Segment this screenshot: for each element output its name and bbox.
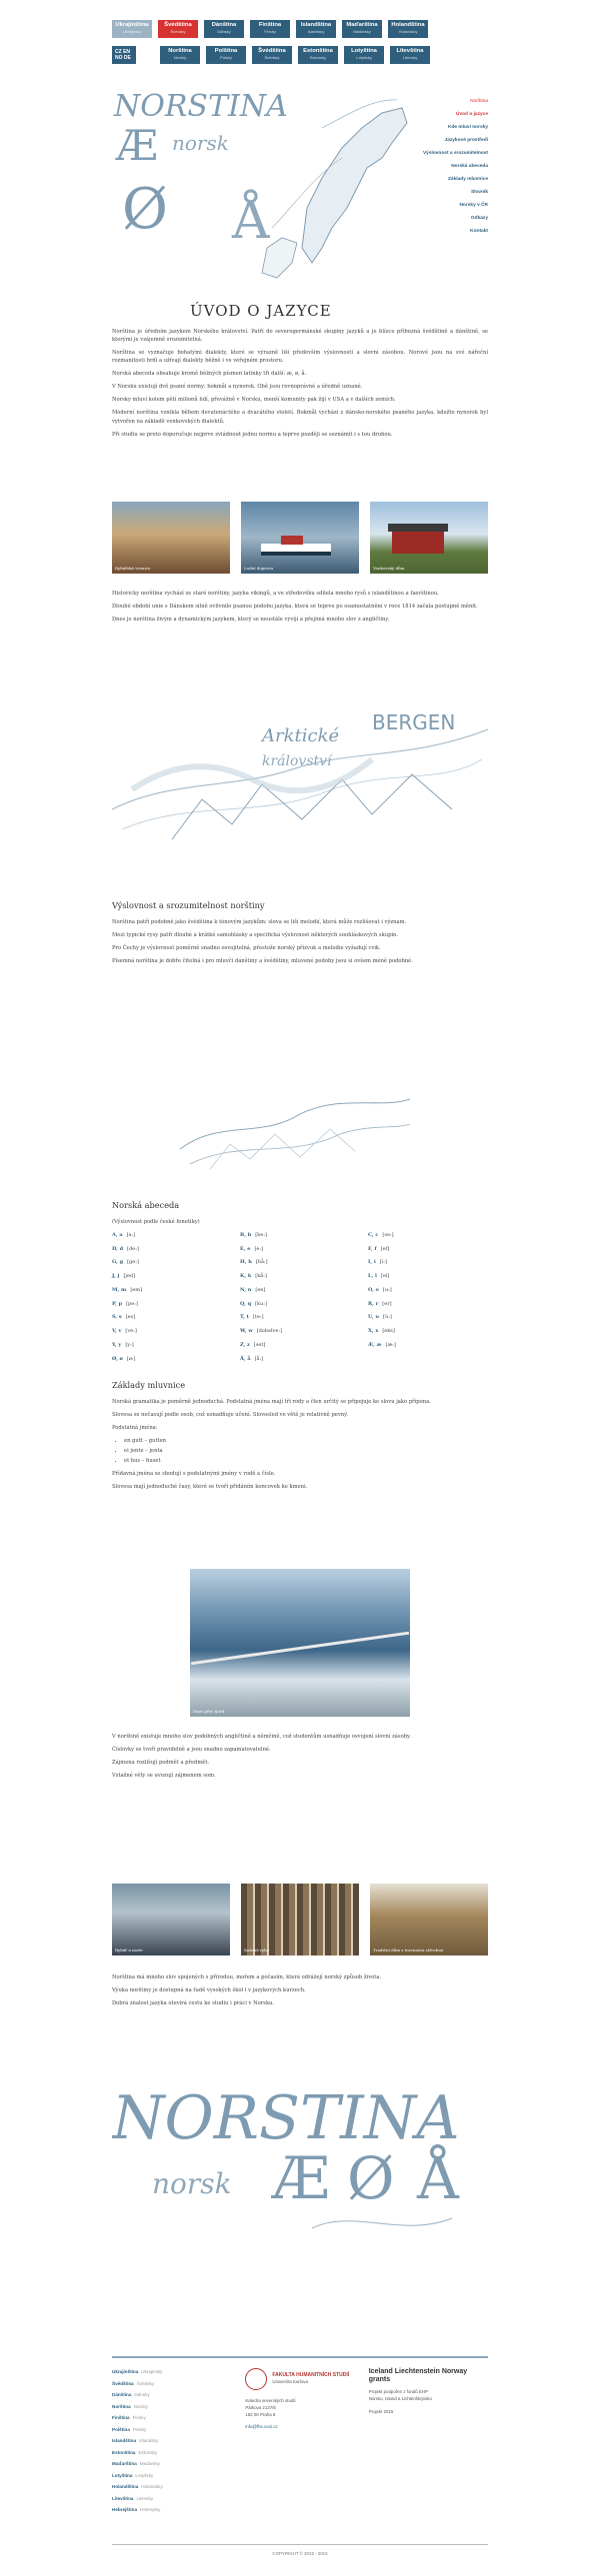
footer-nav-item-8[interactable] — [112, 2460, 231, 2467]
intro-paragraph-2: Norská abeceda obsahuje kromě běžných písmen latinky tři další: æ, ø, å. — [112, 371, 307, 378]
history-paragraph-2: Dnes je norština živým a dynamickým jazykem, který se neustále vyvíjí a přejímá mnoho slov z angličtiny. — [112, 617, 390, 624]
nav-tab-subtitle: Finsky — [264, 28, 276, 34]
letter-pronunciation: [ku:] — [255, 1300, 267, 1307]
alphabet-letter — [368, 1246, 488, 1254]
pronunciation-paragraph-1: Mezi typické rysy patří dlouhé a krátké samohlásky a specifická výslovnost některých souhláskových skupin. — [112, 931, 399, 938]
nav-tab-2-1[interactable] — [206, 46, 246, 64]
nav-tab-subtitle: Lotyšsky — [356, 54, 372, 60]
footer-nav-title: Maďarština — [112, 2461, 137, 2466]
photo-row-1 — [112, 502, 488, 574]
letter-pronunciation: [se:] — [382, 1231, 394, 1238]
nav-tab-subtitle: Estonsky — [309, 54, 327, 60]
nav-tab-title: Estonština — [303, 48, 333, 54]
nav-tab-subtitle: Litevsky — [402, 54, 418, 60]
letter-pronunciation: [ü:] — [383, 1314, 392, 1321]
side-menu-item-5[interactable]: Norská abeceda — [451, 164, 488, 170]
side-menu-item-7[interactable]: Slovník — [470, 190, 488, 196]
alphabet-letter — [368, 1232, 488, 1240]
letter-pronunciation: [i:] — [379, 1259, 387, 1266]
grammar3-paragraph-3: Vztažné věty se uvozují zájmenem som. — [112, 1773, 216, 1780]
pronunciation-paragraph-3: Písemná norština je dobře čitelná i pro mluvčí dánštiny a švédštiny, mluvené podoby jsou si ovšem méně podobné. — [112, 957, 413, 964]
closing-text — [112, 1973, 488, 2012]
letter: B, b — [240, 1231, 252, 1238]
partner-logo-text: Iceland Liechtenstein Norway grants — [368, 2368, 468, 2383]
nav-tab-2-3[interactable] — [298, 46, 338, 64]
alphabet-letter — [112, 1328, 232, 1336]
letter: Y, y — [112, 1341, 122, 1348]
sketch-label-bergen: BERGEN — [372, 710, 456, 734]
footer-nav-item-4[interactable] — [112, 2414, 231, 2421]
nav-tab-subtitle: Islandsky — [307, 28, 325, 34]
alphabet-letter — [112, 1273, 232, 1281]
intro-paragraph-6: Při studiu se proto doporučuje nejprve zvládnout jednu normu a teprve později se seznámit i s tou druhou. — [112, 431, 393, 438]
footer-nav-item-3[interactable] — [112, 2403, 231, 2410]
footer-nav-item-12[interactable] — [112, 2506, 231, 2513]
footer-nav-title: Dánština — [112, 2392, 132, 2397]
grammar-example-0: • en gutt – gutten — [124, 1437, 488, 1445]
nav-tab-title: Polština — [214, 48, 238, 54]
footer-nav-item-6[interactable] — [112, 2437, 231, 2444]
history-paragraph-1: Dlouhé období unie s Dánskem silně ovlivnilo psanou podobu jazyka, která se teprve po osamostatnění v roce 1814 začala postupně měnit. — [112, 604, 478, 611]
footer-nav-title: Islandština — [112, 2438, 136, 2443]
footer-nav-title: Norština — [112, 2403, 131, 2409]
nav-tab-title: Lotyština — [351, 48, 377, 54]
nav-row-2 — [112, 46, 488, 64]
letter-pronunciation: [kå:] — [255, 1273, 267, 1280]
nav-tab-subtitle: Švédsky — [170, 28, 186, 34]
footer-nav-title: Polština — [112, 2426, 130, 2432]
nav-tab-subtitle: Holandsky — [398, 28, 418, 34]
closing-paragraph-0: Norština má mnoho slov spojených s přírodou, mořem a počasím, která odrážejí norský způsob života. — [112, 1974, 382, 1980]
photo-ship: Lodní doprava — [241, 502, 359, 574]
nav-tab-subtitle: Švédsky — [264, 54, 280, 60]
bottom-logo-illustration — [112, 2078, 488, 2248]
partner-year: Projekt 2015 — [368, 2409, 394, 2415]
nav-tab-1-2[interactable] — [204, 20, 244, 38]
grammar-section — [112, 1379, 488, 1496]
letter: N, n — [240, 1286, 252, 1293]
side-menu-item-1[interactable]: Úvod o jazyce — [456, 112, 488, 118]
alphabet-letter — [240, 1246, 360, 1254]
letter-pronunciation: [ge:] — [127, 1259, 139, 1266]
letter: Z, z — [240, 1341, 250, 1348]
nav-tab-1-1[interactable] — [158, 20, 198, 38]
nav-row-2-tabs — [160, 46, 430, 64]
photo-red-house: Venkovský dům — [370, 502, 488, 574]
side-menu-item-9[interactable]: Odkazy — [470, 216, 488, 222]
language-switch[interactable] — [112, 46, 136, 64]
photo-dried-fish: Sušené ryby — [241, 1884, 359, 1955]
footer-nav-subtitle: Maďarsky — [139, 2461, 160, 2466]
footer-faculty — [245, 2368, 354, 2518]
nav-tab-1-3[interactable] — [250, 20, 290, 38]
footer-navigation — [112, 2368, 231, 2518]
footer-nav-title: Holandština — [112, 2484, 139, 2489]
intro-text — [112, 328, 488, 444]
footer-nav-subtitle: Norsky — [133, 2403, 148, 2409]
letter-pronunciation: [el] — [380, 1273, 390, 1280]
letter: T, t — [240, 1314, 249, 1321]
footer-nav-title: Švédština — [112, 2380, 134, 2386]
letter: G, g — [112, 1259, 124, 1266]
footer-nav-subtitle: Islandsky — [139, 2438, 159, 2443]
letter: W, w — [240, 1328, 253, 1335]
logo-norsk: norsk — [152, 2167, 232, 2200]
photo-fishing-village: Rybářská vesnice — [112, 502, 230, 574]
alphabet-subtitle: (Výslovnost podle české fonetiky) — [112, 1218, 200, 1225]
alphabet-letter — [240, 1342, 360, 1350]
letter: I, i — [368, 1259, 376, 1266]
letter-pronunciation: [ve:] — [125, 1328, 137, 1335]
pronunciation-paragraph-2: Pro Čechy je výslovnost poměrně snadno osvojitelná, přestože norský přízvuk a melodie vyžadují cvik. — [112, 944, 381, 951]
footer-nav-item-7[interactable] — [112, 2449, 231, 2456]
hero-aa: Å — [232, 191, 270, 251]
footer-nav-item-2[interactable] — [112, 2391, 231, 2398]
letter-pronunciation: [e:] — [254, 1245, 264, 1252]
letter-pronunciation: [å:] — [254, 1355, 264, 1362]
letter-pronunciation: [es] — [125, 1314, 136, 1321]
lang-de[interactable]: DE — [123, 55, 131, 61]
nav-tab-title: Maďarština — [346, 22, 378, 28]
letter: O, o — [368, 1286, 379, 1293]
alphabet-letter — [112, 1301, 232, 1309]
nav-tab-title: Norština — [168, 48, 192, 54]
footer-nav-subtitle: Ukrajinsky — [141, 2369, 163, 2374]
letter: R, r — [368, 1300, 379, 1307]
closing-paragraph-2: Dobrá znalost jazyka otevírá cestu ke studiu i práci v Norsku. — [112, 2000, 275, 2007]
history-text — [112, 590, 488, 629]
footer-nav-item-0[interactable] — [112, 2368, 231, 2375]
footer-nav-item-1[interactable] — [112, 2380, 231, 2387]
alphabet-letter — [240, 1287, 360, 1295]
faculty-email-link[interactable]: info@fhs.cuni.cz — [245, 2424, 278, 2430]
letter-pronunciation: [en] — [255, 1286, 266, 1293]
partner-line-1: Norsko, Island a Lichtenštejnsko — [368, 2396, 432, 2402]
sketch-label-2: království — [262, 753, 332, 769]
nav-tab-2-2[interactable] — [252, 46, 292, 64]
alphabet-letter — [368, 1273, 488, 1281]
footer-nav-subtitle: Litevsky — [136, 2495, 154, 2501]
history-paragraph-0: Historicky norština vychází ze staré norštiny, jazyka vikingů, a ve středověku sdílela mnoho rysů s islandštinou a faerštinou. — [112, 591, 439, 597]
faculty-name: FAKULTA HUMANITNÍCH STUDIÍ — [272, 2371, 350, 2378]
letter: Ø, ø — [112, 1355, 123, 1362]
page-title: ÚVOD O JAZYCE — [190, 302, 332, 320]
footer-nav-subtitle: Dánsky — [134, 2392, 150, 2397]
letter-pronunciation: [u:] — [382, 1286, 392, 1293]
alphabet-letter — [240, 1301, 360, 1309]
footer-nav-title: Litevština — [112, 2495, 134, 2501]
partner-line-0: Projekt podpořen z fondů EHP — [368, 2389, 428, 2395]
nav-tab-title: Finština — [258, 22, 282, 28]
letter: L, l — [368, 1273, 377, 1280]
letter: H, h — [240, 1259, 252, 1266]
nav-tab-subtitle: Ukrajinsky — [122, 28, 142, 34]
nav-tab-title: Islandština — [300, 22, 332, 28]
nav-tab-title: Švédština — [164, 22, 192, 28]
grammar-example-2: • et hus – huset — [124, 1457, 488, 1465]
alphabet-letter — [240, 1314, 360, 1322]
logo-o: Ø — [347, 2144, 395, 2212]
letter: X, x — [368, 1328, 379, 1335]
letter: A, a — [112, 1231, 123, 1238]
logo-norstina: NORSTINA — [112, 2083, 460, 2153]
logo-ae: Æ — [272, 2144, 331, 2212]
alphabet-letter — [112, 1246, 232, 1254]
alphabet-letter — [112, 1356, 232, 1364]
footer-nav-item-11[interactable] — [112, 2495, 231, 2502]
hero-norstina: NORSTINA — [114, 89, 288, 124]
footer-nav-title: Hebrejština — [112, 2507, 138, 2512]
letter-pronunciation: [be:] — [255, 1231, 267, 1238]
alphabet-letter — [368, 1328, 488, 1336]
grammar-paragraph-0: Norská gramatika je poměrně jednoduchá. Podstatná jména mají tři rody a člen určitý se připojuje ke slovu jako přípona. — [112, 1398, 431, 1405]
faculty-address-line-0: Katedra severských studií — [245, 2398, 296, 2403]
letter-pronunciation: [er] — [382, 1300, 392, 1307]
grammar2-paragraph-0: Přídavná jména se shodují s podstatnými jmény v rodě a čísle. — [112, 1471, 276, 1478]
logo-aa: Å — [417, 2144, 459, 2212]
hero-norsk: norsk — [172, 131, 229, 155]
side-menu-item-6[interactable]: Základy mluvnice — [448, 177, 488, 183]
letter-pronunciation: [te:] — [252, 1314, 264, 1321]
university-seal-icon — [245, 2368, 267, 2390]
letter-pronunciation: [pe:] — [126, 1300, 138, 1307]
nav-tab-2-0[interactable] — [160, 46, 200, 64]
nav-tab-1-5[interactable] — [342, 20, 382, 38]
grammar3-paragraph-0: V norštině existuje mnoho slov podobných angličtině a němčině, což studentům usnadňuje osvojení slovní zásoby. — [112, 1734, 411, 1740]
letter: K, k — [240, 1273, 252, 1280]
lang-en[interactable]: EN — [123, 49, 131, 55]
letter: U, u — [368, 1314, 380, 1321]
grammar-heading: Základy mluvnice — [112, 1380, 186, 1390]
alphabet-letter — [368, 1314, 488, 1322]
arctic-sketch-illustration — [112, 689, 488, 849]
letter-pronunciation: [ef] — [380, 1245, 390, 1252]
side-menu — [405, 98, 488, 241]
letter-pronunciation: [jed] — [123, 1273, 136, 1280]
letter-pronunciation: [hå:] — [255, 1259, 268, 1266]
lang-cz[interactable]: CZ — [115, 49, 122, 55]
alphabet-heading: Norská abeceda — [112, 1200, 180, 1210]
letter-pronunciation: [a:] — [126, 1231, 136, 1238]
intro-paragraph-3: V Norsku existují dvě psané normy: bokmål a nynorsk. Obě jsou rovnoprávné a úředně uznané. — [112, 384, 363, 391]
alphabet-letter — [240, 1259, 360, 1267]
letter: Q, q — [240, 1300, 252, 1307]
letter-pronunciation: [set] — [253, 1341, 266, 1348]
footer-nav-subtitle: Holandsky — [141, 2484, 163, 2489]
grammar3-paragraph-1: Číslovky se tvoří pravidelně a jsou snadno zapamatovatelné. — [112, 1747, 271, 1754]
letter: E, e — [240, 1245, 251, 1252]
letter: V, v — [112, 1328, 122, 1335]
nav-tab-2-4[interactable] — [344, 46, 384, 64]
nav-tab-title: Dánština — [211, 22, 237, 28]
grammar2-paragraph-1: Slovesa mají jednoduché časy, které se tvoří přidáním koncovek ke kmeni. — [112, 1484, 308, 1491]
faculty-address-line-2: 182 00 Praha 8 — [245, 2411, 276, 2417]
copyright: COPYRIGHT © 2015 - 2016 — [112, 2544, 488, 2558]
footer-nav-title: Finština — [112, 2415, 130, 2420]
nav-tab-subtitle: Polsky — [220, 54, 232, 60]
alphabet-letter — [240, 1273, 360, 1281]
side-menu-item-8[interactable]: Norsky v ČR — [459, 203, 488, 209]
letter-pronunciation: [em] — [130, 1286, 142, 1293]
grammar3-paragraph-2: Zájmena rozlišují podmět a předmět. — [112, 1760, 210, 1767]
landscape-sketch-illustration — [180, 1079, 410, 1179]
faculty-subtitle: Univerzita Karlova — [272, 2379, 308, 2385]
pronunciation-section — [112, 899, 488, 970]
grammar-paragraph-1: Slovesa se nečasují podle osob, což usnadňuje učení. Slovosled ve větě je relativně pevný. — [112, 1411, 349, 1418]
grammar-continued-text — [112, 1733, 488, 1785]
intro-paragraph-0: Norština je úředním jazykem Norského království. Patří do severogermánské skupiny jazyků a je blízce příbuzná švédštině a dánštině, se kterými je vzájemně srozumitelná. — [112, 329, 488, 344]
alphabet-table — [112, 1232, 488, 1364]
hero-map-illustration — [112, 88, 412, 288]
footer-nav-item-5[interactable] — [112, 2426, 231, 2433]
alphabet-letter — [112, 1314, 232, 1322]
footer-nav-subtitle: Estonsky — [138, 2449, 158, 2455]
side-menu-item-10[interactable]: Kontakt — [470, 229, 488, 235]
footer-nav-subtitle: Lotyšsky — [135, 2472, 154, 2478]
sketch-label-1: Arktické — [262, 725, 340, 746]
alphabet-letter — [368, 1342, 488, 1350]
alphabet-letter — [112, 1259, 232, 1267]
footer — [112, 2356, 488, 2518]
nav-tab-subtitle: Maďarsky — [353, 28, 371, 34]
letter-pronunciation: [de:] — [127, 1245, 139, 1252]
letter: P, p — [112, 1300, 123, 1307]
hero-o: Ø — [122, 177, 168, 242]
nav-row-1 — [112, 20, 488, 38]
footer-nav-title: Estonština — [112, 2449, 136, 2455]
letter: F, f — [368, 1245, 377, 1252]
faculty-address-line-1: Pátkova 2137/5 — [245, 2404, 276, 2410]
footer-nav-subtitle: Hebrejsky — [140, 2507, 161, 2512]
side-menu-item-0[interactable]: Norština — [470, 99, 488, 104]
footer-nav-item-9[interactable] — [112, 2472, 231, 2479]
letter: D, d — [112, 1245, 124, 1252]
alphabet-letter — [240, 1328, 360, 1336]
footer-nav-title: Lotyština — [112, 2472, 133, 2478]
nav-tab-2-5[interactable] — [390, 46, 430, 64]
letter: S, s — [112, 1314, 122, 1321]
nav-tab-subtitle: Dánsky — [217, 28, 231, 34]
nav-tab-1-6[interactable] — [388, 20, 428, 38]
letter-pronunciation: [eks] — [382, 1328, 395, 1335]
grammar-paragraph-2: Podstatná jména: — [112, 1424, 158, 1431]
side-menu-item-4[interactable]: Výslovnost a srozumitelnost — [422, 151, 488, 157]
grammar-example-1: • ei jente – jenta — [124, 1447, 488, 1455]
alphabet-section — [112, 1199, 488, 1363]
letter: Æ, æ — [368, 1341, 382, 1348]
alphabet-letter — [112, 1342, 232, 1350]
alphabet-letter — [368, 1259, 488, 1267]
letter: Å, å — [240, 1355, 251, 1362]
footer-nav-subtitle: Polsky — [132, 2426, 147, 2432]
footer-nav-title: Ukrajinština — [112, 2369, 139, 2374]
nav-tab-title: Ukrajinština — [115, 22, 149, 28]
nav-tab-1-4[interactable] — [296, 20, 336, 38]
alphabet-letter — [112, 1287, 232, 1295]
alphabet-letter — [112, 1232, 232, 1240]
pronunciation-heading: Výslovnost a srozumitelnost norštiny — [112, 900, 265, 910]
letter-pronunciation: [ø:] — [126, 1355, 136, 1362]
photo-bridge: Most přes fjord — [190, 1569, 410, 1717]
footer-nav-subtitle: Švédsky — [136, 2380, 155, 2386]
photo-row-2 — [112, 1884, 488, 1955]
intro-paragraph-4: Norsky mluví kolem pěti milionů lidí, převážně v Norsku, menší komunity pak žijí v USA a v dalších zemích. — [112, 397, 396, 404]
letter-pronunciation: [dobelve:] — [256, 1328, 282, 1335]
hero-ae: Æ — [116, 121, 159, 170]
letter: J, j — [112, 1273, 120, 1280]
letter-pronunciation: [y:] — [125, 1341, 134, 1348]
intro-paragraph-5: Moderní norština vznikla během devatenáctého a dvacátého století. Bokmål vychází z dánsko-norského psaného jazyka, kdežto nynorsk byl vytvořen na základě venkovských dialektů. — [112, 410, 488, 425]
lang-no[interactable]: NO — [115, 55, 123, 61]
closing-paragraph-1: Výuka norštiny je dostupná na řadě vysokých škol i v jazykových kurzech. — [112, 1987, 306, 1994]
alphabet-letter — [240, 1232, 360, 1240]
nav-tab-1-0[interactable] — [112, 20, 152, 38]
footer-nav-item-10[interactable] — [112, 2483, 231, 2490]
alphabet-letter — [368, 1301, 488, 1309]
alphabet-letter — [240, 1356, 360, 1364]
nav-tab-subtitle: Norsky — [173, 54, 187, 60]
letter-pronunciation: [æ:] — [385, 1341, 396, 1348]
footer-partner — [369, 2368, 488, 2518]
intro-paragraph-1: Norština se vyznačuje bohatými dialekty, které se výrazně liší především výslovností a slovní zásobou. Norové jsou na své nářeční rozmanitosti hrdí a užívají dialekty běžně i ve veřejném prostoru. — [112, 350, 488, 365]
nav-tab-title: Švédština — [258, 48, 286, 54]
photo-fisherman: Rybář u moře — [112, 1884, 230, 1955]
side-menu-item-2[interactable]: Kde mluví norsky — [448, 125, 488, 131]
grammar-example-list — [124, 1437, 488, 1465]
letter: M, m — [112, 1286, 127, 1293]
nav-tab-title: Litevština — [396, 48, 424, 54]
pronunciation-paragraph-0: Norština patří podobně jako švédština k tónovým jazykům: slova se liší melodií, která může rozlišovat i význam. — [112, 918, 407, 925]
alphabet-letter — [368, 1287, 488, 1295]
nav-tab-title: Holandština — [391, 22, 425, 28]
letter: C, c — [368, 1231, 379, 1238]
footer-nav-subtitle: Finsky — [132, 2415, 146, 2420]
top-navigation — [112, 20, 488, 72]
side-menu-item-3[interactable]: Jazykové prostředí — [444, 138, 488, 144]
photo-turf-house: Tradiční dům s travnatou střechou — [370, 1884, 488, 1955]
